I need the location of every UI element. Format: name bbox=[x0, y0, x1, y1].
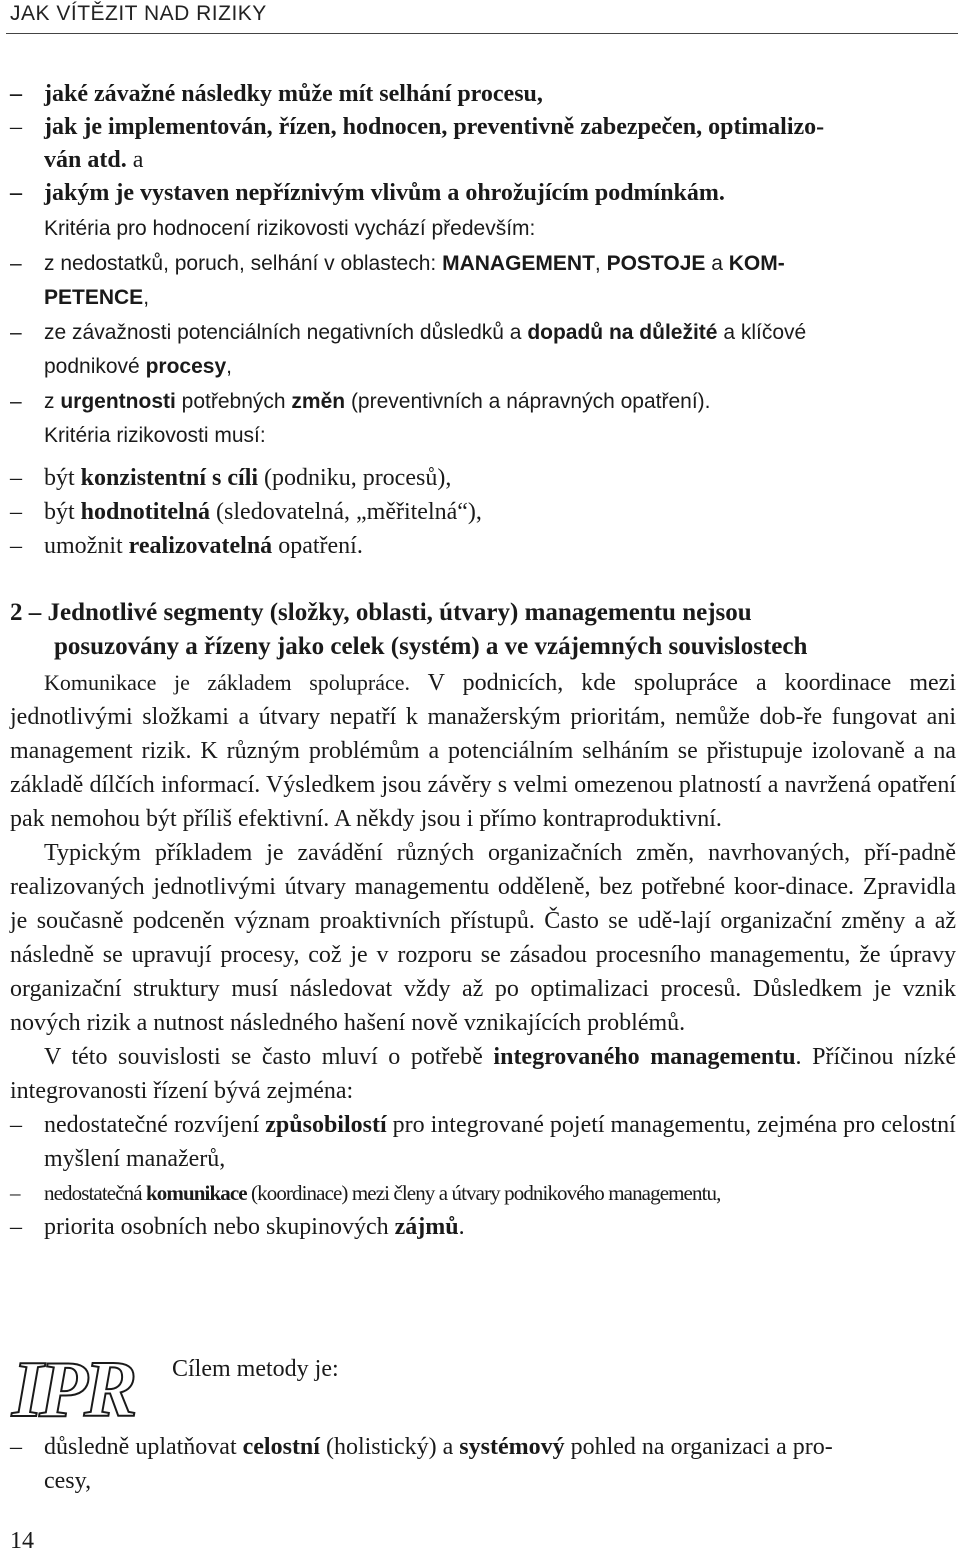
text-bold: celostní bbox=[242, 1434, 320, 1460]
dash-bullet: – bbox=[10, 499, 22, 525]
text: a klíčové bbox=[717, 320, 807, 344]
list-item-text: jaké závažné následky může mít selhání procesu, bbox=[44, 81, 543, 107]
paragraph bbox=[10, 1040, 956, 1108]
text: podnikové bbox=[44, 355, 146, 378]
paragraph: Typickým příkladem je zavádění různých organizačních změn, navrhovaných, pří-padně realizovaných jednotlivými útvary managementu odděleně, bez potřebné koor-dinace. Zpravidla je současně podceněn význam proaktivních přístupů. Často se udě-lají organizační změny a až následně se upravují procesy, což je v rozporu se zásadou procesního managementu, že úpravy organizační struktury musí následovat vždy až po optimalizaci procesů. Důsledkem je vznik nových rizik a nutnost následného hašení nově vznikajících problémů. bbox=[10, 840, 956, 1036]
text: pohled na organizaci a pro- bbox=[564, 1434, 833, 1460]
section-heading bbox=[10, 596, 956, 664]
text: (holistický) a bbox=[319, 1434, 460, 1460]
list-item bbox=[10, 1430, 956, 1498]
text: , bbox=[226, 355, 232, 378]
text-bold: POSTOJE bbox=[606, 251, 706, 275]
text: pro integrované pojetí managementu, zejména pro celostní myšlení manažerů, bbox=[44, 1112, 956, 1172]
paragraph-text: V podnicích, kde spolupráce a koordinace mezi jednotlivými složkami a útvary nepatří k manažerským prioritám, nemůže dob-ře fungovat ani management rizik. K různým problémům a potenciálním selháním se přistupuje izolovaně a na základě dílčích informací. Výsledkem jsou závěry s velmi omezenou platností a navržená opatření pak nemohou být příliš efektivní. A někdy jsou i přímo kontraproduktivní. bbox=[10, 670, 956, 832]
list-consequences bbox=[10, 78, 956, 210]
text: z bbox=[44, 389, 61, 413]
text: důsledně uplatňovat bbox=[44, 1434, 243, 1460]
text-bold: zájmů bbox=[394, 1214, 459, 1240]
text: ze závažnosti potenciálních negativních důsledků a bbox=[44, 320, 528, 344]
text: z nedostatků, poruch, selhání v oblastech: bbox=[44, 251, 443, 275]
dash-bullet: – bbox=[10, 1434, 22, 1460]
list-item bbox=[10, 78, 956, 111]
text-bold: procesy bbox=[145, 355, 227, 378]
dash-bullet: – bbox=[10, 1181, 21, 1205]
dash-bullet: – bbox=[10, 389, 22, 413]
section-heading-line: posuzovány a řízeny jako celek (systém) a ve vzájemných souvislostech bbox=[54, 633, 808, 660]
text-bold: konzistentní s cíli bbox=[80, 465, 259, 491]
page-number: 14 bbox=[10, 1528, 34, 1554]
text-bold: hodnotitelná bbox=[80, 499, 211, 525]
text: být bbox=[44, 465, 81, 491]
text: opatření. bbox=[272, 533, 363, 559]
criteria-intro-text: Kritéria pro hodnocení rizikovosti vychází především: bbox=[44, 217, 536, 240]
text: . Příčinou nízké integrovanosti řízení bývá zejména: bbox=[10, 1044, 956, 1104]
text: (preventivních a nápravných opatření). bbox=[345, 389, 711, 413]
dash-bullet: – bbox=[10, 251, 22, 275]
dash-bullet: – bbox=[10, 180, 22, 206]
text-bold: MANAGEMENT bbox=[442, 251, 595, 275]
list-item bbox=[10, 495, 956, 529]
ipr-goal-label: Cílem metody je: bbox=[172, 1356, 339, 1382]
text-bold: způsobilostí bbox=[265, 1112, 387, 1138]
list-item-text: jak je implementován, řízen, hodnocen, preventivně zabezpečen, optimalizo- bbox=[44, 114, 825, 140]
paragraph bbox=[10, 666, 956, 836]
text: cesy, bbox=[44, 1468, 92, 1494]
header-rule bbox=[6, 33, 958, 34]
text-bold: KOM- bbox=[728, 251, 785, 275]
dash-bullet: – bbox=[10, 465, 22, 491]
list-item-text: jakým je vystaven nepříznivým vlivům a ohrožujícím podmínkám. bbox=[44, 180, 725, 206]
criteria-must-intro bbox=[10, 419, 956, 454]
list-item bbox=[10, 1108, 956, 1176]
list-item-text: ván atd. bbox=[44, 147, 127, 173]
text: nedostatečná bbox=[44, 1181, 146, 1205]
ipr-logo-text: IPR bbox=[12, 1352, 134, 1428]
dash-bullet: – bbox=[10, 114, 22, 140]
text: , bbox=[143, 286, 150, 309]
dash-bullet: – bbox=[10, 81, 22, 107]
text: , bbox=[594, 251, 607, 275]
lead-text: Komunikace je základem spolupráce. bbox=[44, 670, 411, 695]
text-bold: realizovatelná bbox=[128, 533, 273, 559]
list-item bbox=[10, 111, 956, 177]
section-heading-line: 2 – Jednotlivé segmenty (složky, oblasti, útvary) managementu nejsou bbox=[10, 599, 752, 626]
text: (podniku, procesů), bbox=[258, 465, 452, 491]
ipr-goal-list bbox=[10, 1430, 956, 1498]
criteria-section bbox=[10, 212, 956, 454]
text: Kritéria rizikovosti musí: bbox=[44, 424, 266, 447]
text: potřebných bbox=[175, 389, 292, 413]
text: být bbox=[44, 499, 81, 525]
text: a bbox=[705, 251, 729, 275]
ipr-logo bbox=[8, 1352, 156, 1428]
text-bold: systémový bbox=[459, 1434, 565, 1460]
section-body bbox=[10, 666, 956, 1244]
dash-bullet: – bbox=[10, 533, 22, 559]
list-item bbox=[10, 247, 956, 316]
text-bold: komunikace bbox=[146, 1181, 247, 1205]
dash-bullet: – bbox=[10, 1112, 22, 1138]
list-item bbox=[10, 316, 956, 385]
list-item bbox=[10, 529, 956, 563]
running-header: JAK VÍTĚZIT NAD RIZIKY bbox=[10, 2, 267, 25]
list-item bbox=[10, 1176, 956, 1210]
text: (sledovatelná, „měřitelná“), bbox=[210, 499, 482, 525]
text: nedostatečné rozvíjení bbox=[44, 1112, 266, 1138]
list-item bbox=[10, 177, 956, 210]
list-item bbox=[10, 1210, 956, 1244]
dash-bullet: – bbox=[10, 320, 22, 344]
text: (koordinace) mezi členy a útvary podnikového managementu, bbox=[246, 1181, 721, 1205]
text-bold: změn bbox=[291, 389, 346, 413]
text-bold: PETENCE bbox=[44, 286, 144, 309]
text-bold: dopadů na důležité bbox=[527, 320, 718, 344]
text: umožnit bbox=[44, 533, 129, 559]
text: priorita osobních nebo skupinových bbox=[44, 1214, 395, 1240]
text: . bbox=[458, 1214, 465, 1240]
list-item-text: a bbox=[126, 147, 144, 173]
must-list bbox=[10, 461, 956, 563]
criteria-intro bbox=[10, 212, 956, 247]
text-bold: integrovaného managementu bbox=[493, 1044, 796, 1070]
dash-bullet: – bbox=[10, 1214, 22, 1240]
text-bold: urgentnosti bbox=[60, 389, 176, 413]
text: V této souvislosti se často mluví o potřebě bbox=[44, 1044, 494, 1070]
list-item bbox=[10, 461, 956, 495]
list-item bbox=[10, 385, 956, 420]
